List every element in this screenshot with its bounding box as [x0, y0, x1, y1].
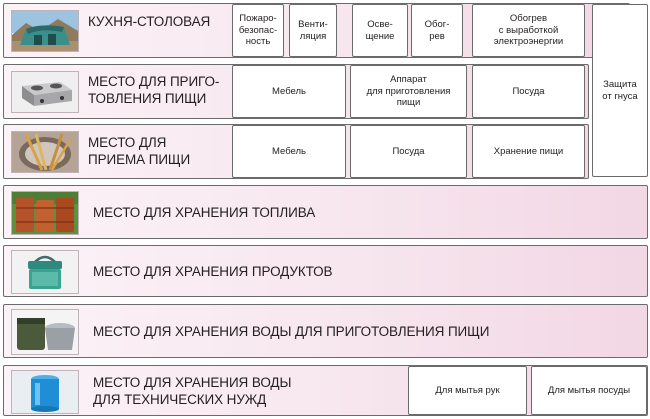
cooler-box-icon — [11, 250, 79, 294]
row-label-water-cooking: МЕСТО ДЛЯ ХРАНЕНИЯ ВОДЫ ДЛЯ ПРИГОТОВЛЕНИЯ ПИЩИ — [93, 324, 490, 339]
cell-cooking-appliance: Аппарат для приготовления пищи — [350, 65, 467, 118]
cell-heating: Обог- рев — [411, 4, 463, 57]
cell-insect-protection: Защита от гнуса — [592, 4, 648, 177]
cell-lighting: Осве- щение — [352, 4, 408, 57]
water-tank-icon — [11, 370, 79, 414]
cell-dish-washing: Для мытья посуды — [531, 366, 647, 415]
fuel-barrels-icon — [11, 191, 79, 235]
cell-ventilation: Венти- ляция — [289, 4, 337, 57]
cell-heating-power: Обогрев с выработкой электроэнергии — [472, 4, 585, 57]
cutlery-pot-icon — [11, 131, 79, 173]
row-label-products: МЕСТО ДЛЯ ХРАНЕНИЯ ПРОДУКТОВ — [93, 264, 333, 279]
cell-fire-safety: Пожаро- безопас- ность — [232, 4, 284, 57]
water-containers-icon — [11, 309, 79, 355]
cell-furniture-eating: Мебель — [232, 125, 346, 178]
cell-furniture-cooking: Мебель — [232, 65, 346, 118]
row-label-eating: МЕСТО ДЛЯ ПРИЕМА ПИЩИ — [88, 135, 191, 167]
row-label-cooking: МЕСТО ДЛЯ ПРИГО- ТОВЛЕНИЯ ПИЩИ — [88, 74, 220, 106]
cell-hand-washing: Для мытья рук — [408, 366, 527, 415]
cell-dishes-cooking: Посуда — [472, 65, 585, 118]
stove-icon — [11, 71, 79, 113]
cell-food-storage: Хранение пищи — [472, 125, 585, 178]
row-label-fuel: МЕСТО ДЛЯ ХРАНЕНИЯ ТОПЛИВА — [93, 205, 316, 220]
row-label-water-technical: МЕСТО ДЛЯ ХРАНЕНИЯ ВОДЫ ДЛЯ ТЕХНИЧЕСКИХ НУЖД — [93, 375, 292, 407]
tent-icon — [11, 10, 79, 52]
cell-dishes-eating: Посуда — [350, 125, 467, 178]
row-label-kitchen: КУХНЯ-СТОЛОВАЯ — [88, 14, 211, 29]
